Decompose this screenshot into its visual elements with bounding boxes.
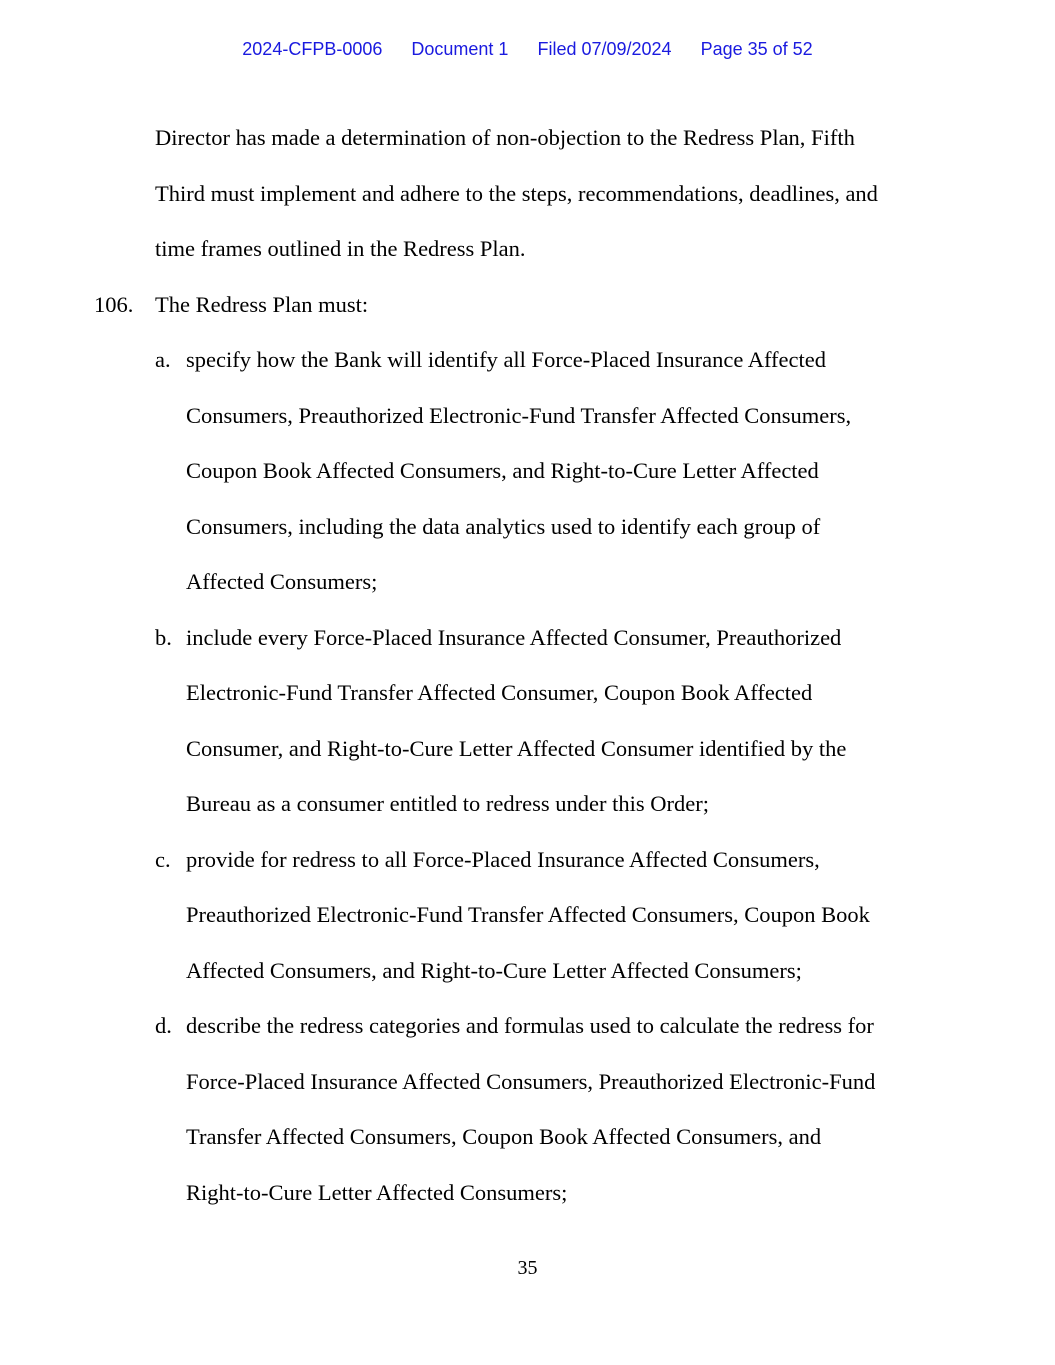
- item-a-line-1: specify how the Bank will identify all Force-Placed Insurance Affected: [186, 347, 826, 372]
- item-d-line-2: Force-Placed Insurance Affected Consumers, Preauthorized Electronic-Fund: [186, 1069, 876, 1094]
- header-filed-date: Filed 07/09/2024: [537, 39, 672, 59]
- item-d-line-3: Transfer Affected Consumers, Coupon Book Affected Consumers, and: [186, 1124, 822, 1149]
- item-a-line-4: Consumers, including the data analytics used to identify each group of: [186, 514, 821, 539]
- header-page-count: Page 35 of 52: [700, 39, 813, 59]
- item-b-line-2: Electronic-Fund Transfer Affected Consumer, Coupon Book Affected: [186, 680, 813, 705]
- item-d-line-1: describe the redress categories and formulas used to calculate the redress for: [186, 1013, 874, 1038]
- item-d-line-4: Right-to-Cure Letter Affected Consumers;: [186, 1180, 568, 1205]
- item-b-line-4: Bureau as a consumer entitled to redress under this Order;: [186, 791, 709, 816]
- continuation-line-1: Director has made a determination of non-objection to the Redress Plan, Fifth: [155, 125, 855, 150]
- paragraph-number: 106.: [94, 292, 134, 317]
- header-case-number: 2024-CFPB-0006: [242, 39, 383, 59]
- continuation-line-3: time frames outlined in the Redress Plan.: [155, 236, 526, 261]
- item-b-letter: b.: [155, 625, 172, 650]
- item-d-letter: d.: [155, 1013, 172, 1038]
- item-c-line-1: provide for redress to all Force-Placed Insurance Affected Consumers,: [186, 847, 820, 872]
- page-number: 35: [517, 1257, 538, 1279]
- item-a-line-5: Affected Consumers;: [186, 569, 378, 594]
- continuation-line-2: Third must implement and adhere to the steps, recommendations, deadlines, and: [155, 181, 878, 206]
- item-c-letter: c.: [155, 847, 171, 872]
- item-b-line-1: include every Force-Placed Insurance Affected Consumer, Preauthorized: [186, 625, 842, 650]
- filing-header: [0, 39, 1055, 60]
- item-a-line-2: Consumers, Preauthorized Electronic-Fund Transfer Affected Consumers,: [186, 403, 852, 428]
- item-b-line-3: Consumer, and Right-to-Cure Letter Affected Consumer identified by the: [186, 736, 847, 761]
- paragraph-intro: The Redress Plan must:: [155, 292, 369, 317]
- item-a-line-3: Coupon Book Affected Consumers, and Right-to-Cure Letter Affected: [186, 458, 819, 483]
- header-document: Document 1: [411, 39, 509, 59]
- item-c-line-3: Affected Consumers, and Right-to-Cure Letter Affected Consumers;: [186, 958, 802, 983]
- item-a-letter: a.: [155, 347, 171, 372]
- item-c-line-2: Preauthorized Electronic-Fund Transfer Affected Consumers, Coupon Book: [186, 902, 870, 927]
